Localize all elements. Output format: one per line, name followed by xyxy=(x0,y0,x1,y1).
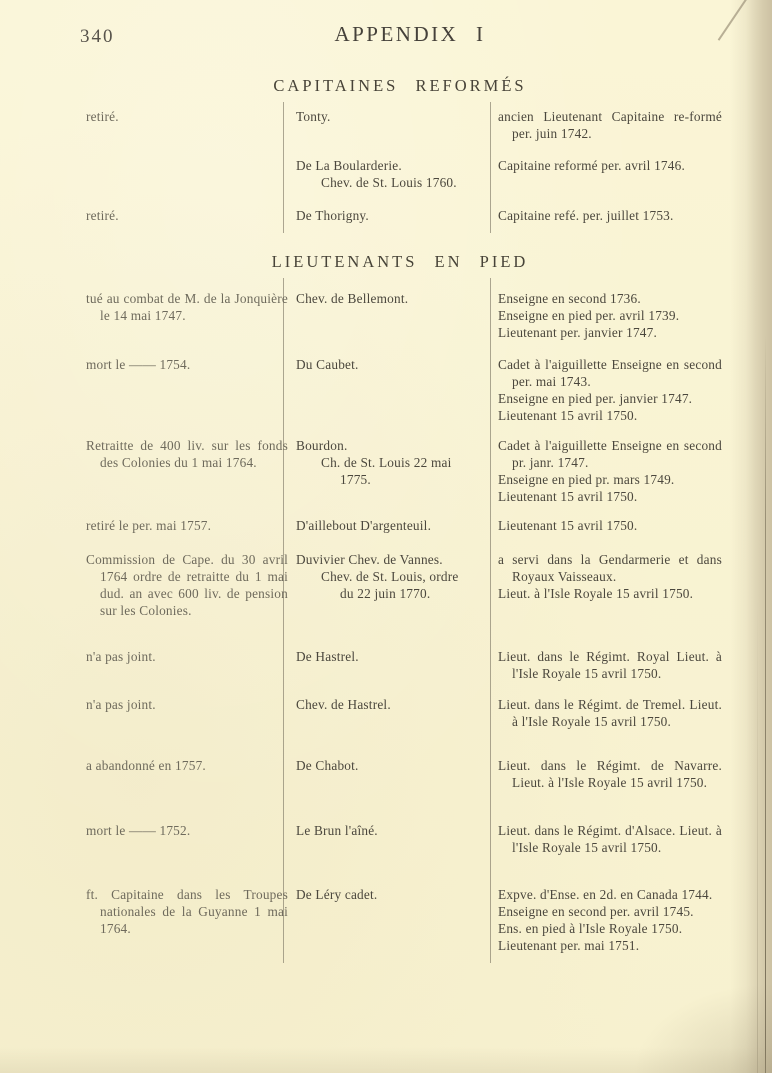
officer-name xyxy=(296,157,478,191)
officer-name-line: Tonty. xyxy=(296,109,331,124)
officer-name xyxy=(296,886,478,903)
officer-name-line: De Chabot. xyxy=(296,758,359,773)
service-record-entry: Expve. d'Ense. en 2d. en Canada 1744. xyxy=(498,887,713,902)
column-divider-rule xyxy=(490,102,491,233)
annotation-note: retiré. xyxy=(86,109,119,124)
page-number: 340 xyxy=(80,26,115,47)
service-record-entry: Lieutenant per. janvier 1747. xyxy=(498,325,658,340)
officer-name-line: Chev. de Hastrel. xyxy=(296,697,391,712)
officer-name xyxy=(296,356,478,373)
officer-name-line: 1775. xyxy=(340,472,371,487)
service-record-entry: Enseigne en pied pr. mars 1749. xyxy=(498,472,675,487)
officer-name xyxy=(296,517,478,534)
service-record xyxy=(498,290,722,341)
section-title: LIEUTENANTS EN PIED xyxy=(271,252,529,271)
service-record-entry: Enseigne en second per. avril 1745. xyxy=(498,904,694,919)
annotation-note: ft. Capitaine dans les Troupes nationales de la Guyanne 1 mai 1764. xyxy=(86,887,288,936)
service-record-entry: Enseigne en pied per. janvier 1747. xyxy=(498,391,693,406)
annotation-note: tué au combat de M. de la Jonquière le 14 mai 1747. xyxy=(86,291,288,323)
service-record-entry: ancien Lieutenant Capitaine re-formé per. juin 1742. xyxy=(498,109,722,141)
column-divider-rule xyxy=(283,278,284,963)
officer-name-line: Chev. de St. Louis, ordre xyxy=(321,569,459,584)
officer-name-line: Chev. de Bellemont. xyxy=(296,291,409,306)
annotation-note: n'a pas joint. xyxy=(86,697,156,712)
service-record-entry: Lieutenant 15 avril 1750. xyxy=(498,518,638,533)
service-record-entry: Lieut. dans le Régimt. d'Alsace. Lieut. à l'Isle Royale 15 avril 1750. xyxy=(498,823,722,855)
service-record-entry: Capitaine refé. per. juillet 1753. xyxy=(498,208,674,223)
service-record xyxy=(498,696,722,730)
service-record xyxy=(498,517,722,534)
officer-name-line: Chev. de St. Louis 1760. xyxy=(321,175,457,190)
service-record-entry: a servi dans la Gendarmerie et dans Royaux Vaisseaux. xyxy=(498,552,722,584)
officer-name xyxy=(296,696,478,713)
service-record-entry: Ens. en pied à l'Isle Royale 1750. xyxy=(498,921,683,936)
service-record xyxy=(498,886,722,954)
officer-name-line: Le Brun l'aîné. xyxy=(296,823,378,838)
page-edge-line xyxy=(765,335,767,1073)
service-record-entry: Capitaine reformé per. avril 1746. xyxy=(498,158,685,173)
officer-name xyxy=(296,207,478,224)
service-record xyxy=(498,108,722,142)
service-record-entry: Enseigne en pied per. avril 1739. xyxy=(498,308,680,323)
officer-name-line: Bourdon. xyxy=(296,438,348,453)
officer-name-line: De La Boularderie. xyxy=(296,158,402,173)
service-record-entry: Cadet à l'aiguillette Enseigne en second pr. janr. 1747. xyxy=(498,438,722,470)
officer-name xyxy=(296,551,478,602)
officer-name xyxy=(296,290,478,307)
service-record-entry: Lieutenant 15 avril 1750. xyxy=(498,489,638,504)
service-record xyxy=(498,157,722,174)
service-record-entry: Lieut. dans le Régimt. de Tremel. Lieut. à l'Isle Royale 15 avril 1750. xyxy=(498,697,722,729)
service-record xyxy=(498,551,722,602)
service-record-entry: Lieutenant per. mai 1751. xyxy=(498,938,640,953)
officer-name xyxy=(296,757,478,774)
annotation-note: n'a pas joint. xyxy=(86,649,156,664)
annotation-note: mort le —— 1752. xyxy=(86,823,191,838)
service-record-entry: Lieut. dans le Régimt. de Navarre. Lieut. à l'Isle Royale 15 avril 1750. xyxy=(498,758,722,790)
section-title: CAPITAINES REFORMÉS xyxy=(273,76,527,95)
officer-name-line: Du Caubet. xyxy=(296,357,359,372)
service-record-entry: Lieut. à l'Isle Royale 15 avril 1750. xyxy=(498,586,694,601)
service-record-entry: Enseigne en second 1736. xyxy=(498,291,641,306)
service-record xyxy=(498,207,722,224)
service-record xyxy=(498,757,722,791)
service-record xyxy=(498,356,722,424)
service-record-entry: Cadet à l'aiguillette Enseigne en second per. mai 1743. xyxy=(498,357,722,389)
service-record-entry: Lieut. dans le Régimt. Royal Lieut. à l'Isle Royale 15 avril 1750. xyxy=(498,649,722,681)
officer-name xyxy=(296,108,478,125)
annotation-note: Commission de Cape. du 30 avril 1764 ordre de retraitte du 1 mai dud. an avec 600 liv. de pension sur les Colonies. xyxy=(86,552,288,618)
officer-name-line: D'aillebout D'argenteuil. xyxy=(296,518,432,533)
annotation-note: retiré le per. mai 1757. xyxy=(86,518,212,533)
column-divider-rule xyxy=(490,278,491,963)
corner-shadow xyxy=(632,983,772,1073)
officer-name-line: du 22 juin 1770. xyxy=(340,586,431,601)
annotation-note: retiré. xyxy=(86,208,119,223)
service-record xyxy=(498,648,722,682)
page-title: APPENDIX I xyxy=(334,22,486,46)
officer-name-line: De Thorigny. xyxy=(296,208,369,223)
officer-name-line: Duvivier Chev. de Vannes. xyxy=(296,552,443,567)
officer-name-line: De Hastrel. xyxy=(296,649,359,664)
officer-name xyxy=(296,648,478,665)
service-record-entry: Lieutenant 15 avril 1750. xyxy=(498,408,638,423)
officer-name xyxy=(296,437,478,488)
annotation-note: Retraitte de 400 liv. sur les fonds des Colonies du 1 mai 1764. xyxy=(86,438,288,470)
officer-name-line: Ch. de St. Louis 22 mai xyxy=(321,455,452,470)
service-record xyxy=(498,822,722,856)
officer-name xyxy=(296,822,478,839)
annotation-note: mort le —— 1754. xyxy=(86,357,191,372)
service-record xyxy=(498,437,722,505)
annotation-note: a abandonné en 1757. xyxy=(86,758,206,773)
officer-name-line: De Léry cadet. xyxy=(296,887,378,902)
